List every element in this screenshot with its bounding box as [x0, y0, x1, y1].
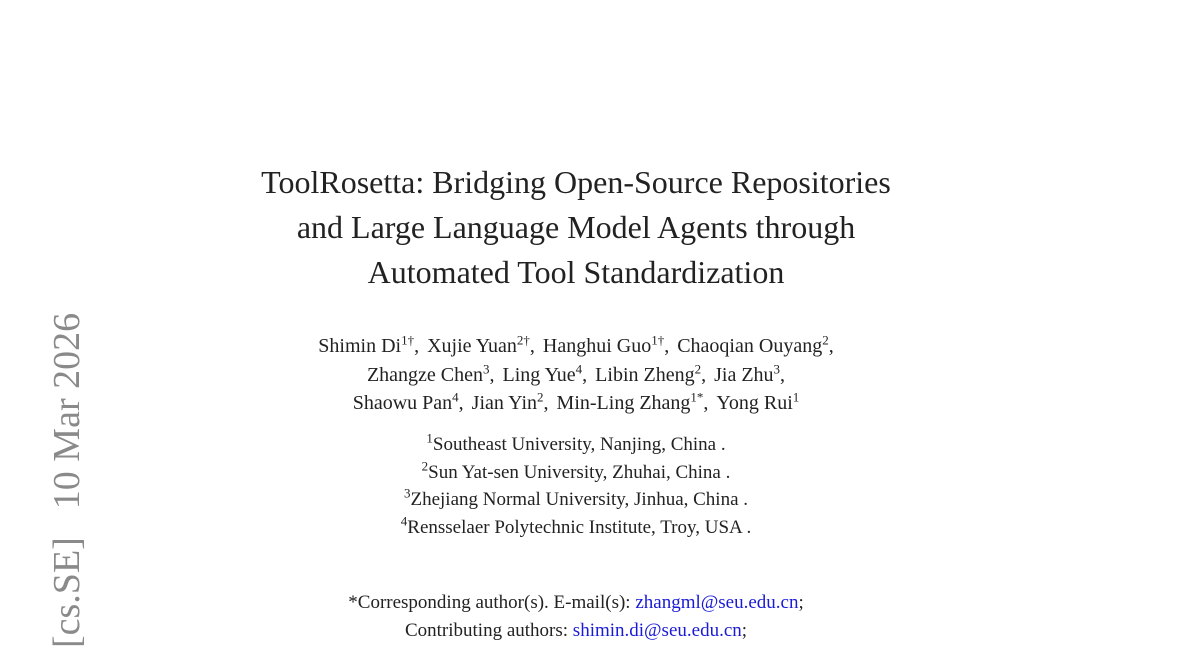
author-affiliation-marker: 1 — [792, 389, 800, 405]
author — [502, 360, 588, 386]
author-affiliation-marker: 2 — [537, 389, 544, 405]
affiliation — [0, 431, 1152, 459]
author — [471, 389, 549, 414]
title-line: and Large Language Model Agents through — [296, 209, 856, 245]
author-line — [0, 332, 1152, 361]
corresponding-line — [0, 589, 1152, 617]
author — [677, 332, 834, 357]
contributing-email-link[interactable]: shimin.di@seu.edu.cn — [572, 619, 742, 641]
author-separator: , — [582, 363, 588, 386]
contributing-line — [0, 617, 1152, 645]
affiliation-text: Southeast University, Nanjing, China . — [432, 434, 726, 455]
author-list — [0, 332, 1152, 418]
author-name: Shaowu Pan — [352, 392, 453, 414]
author-name: Jia Zhu — [714, 363, 774, 386]
author — [318, 332, 420, 357]
author-affiliation-marker: 4 — [575, 360, 583, 376]
contact-block — [0, 589, 1152, 644]
author-name: Shimin Di — [318, 335, 402, 357]
corresponding-email-link[interactable]: zhangml@seu.edu.cn — [635, 592, 799, 613]
arxiv-date: 10 Mar 2026 — [46, 312, 88, 510]
affiliation-marker: 3 — [403, 485, 411, 501]
author-separator: , — [543, 392, 549, 414]
title-line: ToolRosetta: Bridging Open-Source Repositories — [261, 164, 891, 200]
author — [556, 389, 709, 414]
affiliation-marker: 1 — [426, 430, 433, 446]
author-line — [0, 389, 1152, 418]
corresponding-suffix: ; — [798, 592, 804, 613]
author — [542, 332, 670, 357]
author-separator: , — [529, 335, 535, 357]
contributing-suffix: ; — [741, 619, 748, 641]
author-affiliation-marker: 1† — [401, 332, 415, 348]
author — [595, 360, 707, 386]
author-affiliation-marker: 2† — [516, 332, 530, 348]
author-separator: , — [458, 392, 464, 414]
affiliation — [0, 514, 1152, 542]
author-separator: , — [780, 363, 786, 386]
paper-title — [0, 160, 1152, 295]
title-line: Automated Tool Standardization — [367, 254, 785, 290]
author-name: Jian Yin — [471, 392, 538, 414]
author-name: Ling Yue — [502, 363, 576, 386]
author — [366, 360, 495, 386]
contributing-prefix: Contributing authors: — [404, 619, 573, 641]
author-name: Min-Ling Zhang — [556, 392, 691, 414]
author-affiliation-marker: 1* — [690, 389, 704, 405]
affiliation — [0, 459, 1152, 487]
author-affiliation-marker: 3 — [483, 360, 490, 376]
affiliation-text: Sun Yat-sen University, Zhuhai, China . — [428, 461, 731, 483]
author-affiliation-marker: 2 — [822, 332, 829, 348]
affiliation-marker: 4 — [400, 513, 408, 529]
author — [427, 332, 535, 357]
author-affiliation-marker: 3 — [773, 360, 781, 376]
author — [714, 360, 786, 386]
author — [352, 389, 464, 414]
affiliation-text: Rensselaer Polytechnic Institute, Troy, USA . — [407, 516, 752, 538]
author-name: Zhangze Chen — [366, 363, 484, 386]
corresponding-prefix: *Corresponding author(s). E-mail(s): — [348, 592, 636, 613]
author-separator: , — [703, 392, 709, 414]
author-separator: , — [489, 363, 495, 386]
author-separator: , — [701, 363, 707, 386]
affiliation-marker: 2 — [421, 458, 429, 474]
affiliation-list — [0, 431, 1152, 541]
arxiv-category: [cs.SE] — [46, 537, 88, 648]
affiliation — [0, 486, 1152, 514]
author — [716, 389, 800, 414]
author-affiliation-marker: 1† — [651, 332, 665, 348]
author-name: Chaoqian Ouyang — [677, 335, 823, 357]
author-name: Xujie Yuan — [427, 335, 517, 357]
author-line — [0, 361, 1152, 390]
author-separator: , — [828, 335, 834, 357]
author-separator: , — [414, 335, 420, 357]
author-affiliation-marker: 2 — [694, 360, 702, 376]
author-affiliation-marker: 4 — [452, 389, 459, 405]
affiliation-text: Zhejiang Normal University, Jinhua, China . — [410, 489, 749, 510]
author-name: Yong Rui — [716, 392, 793, 414]
author-name: Hanghui Guo — [542, 335, 652, 357]
author-name: Libin Zheng — [595, 363, 695, 386]
author-separator: , — [664, 335, 670, 357]
